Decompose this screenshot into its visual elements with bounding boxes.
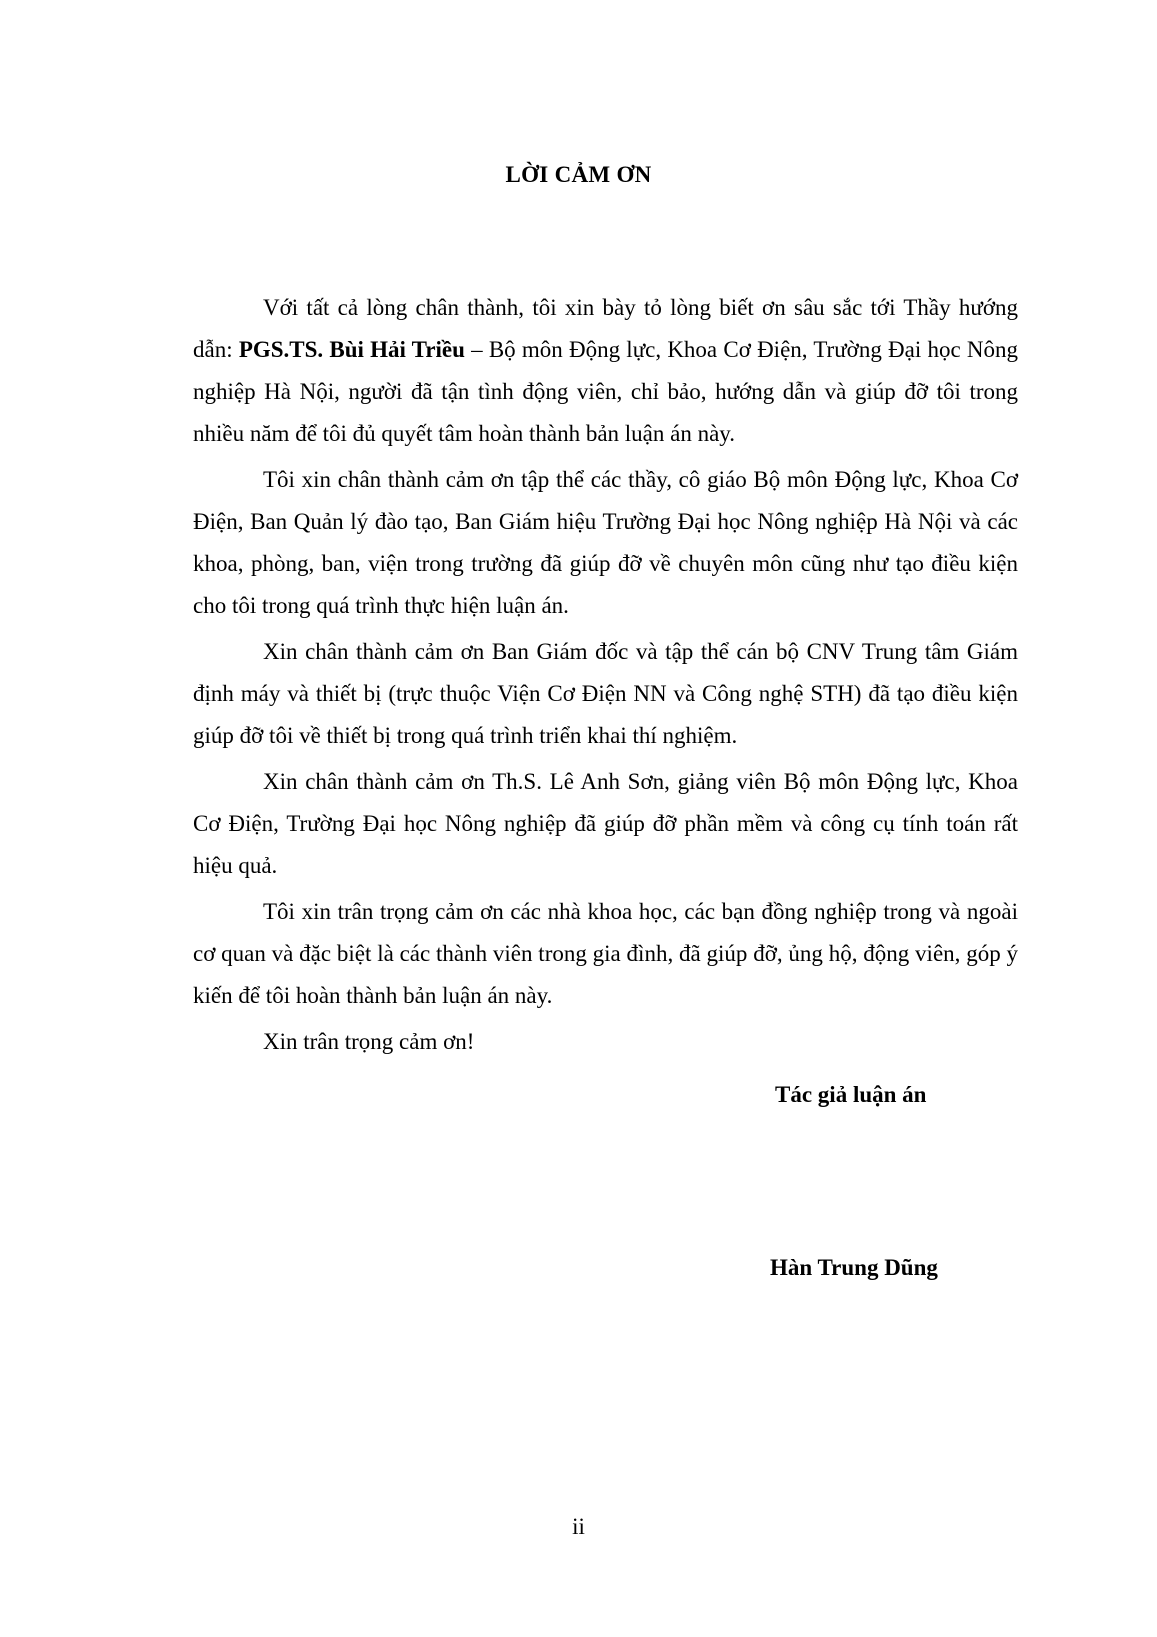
advisor-name: PGS.TS. Bùi Hải Triều — [238, 337, 465, 362]
paragraph-closing: Xin trân trọng cảm ơn! — [263, 1029, 475, 1054]
page-title: LỜI CẢM ƠN — [505, 162, 652, 187]
paragraph-advisor-after: – Bộ môn Động lực, Khoa Cơ Điện, Trường Đại học Nông nghiệp Hà Nội, người đã tận tình động viên, chỉ bảo, hướng dẫn và giúp đỡ tôi trong nhiều năm để tôi đủ quyết tâm hoàn thành bản luận án này. — [193, 337, 1018, 446]
paragraph-advisor-before: Với tất cả lòng chân thành, tôi xin bày tỏ lòng biết ơn sâu sắc tới Thầy hướng dẫn: — [193, 295, 1018, 362]
paragraph-colleagues-family: Tôi xin trân trọng cảm ơn các nhà khoa học, các bạn đồng nghiệp trong và ngoài cơ quan và đặc biệt là các thành viên trong gia đình, đã giúp đỡ, ủng hộ, động viên, góp ý kiến để tôi hoàn thành bản luận án này. — [193, 899, 1018, 1008]
paragraph-inspection-center: Xin chân thành cảm ơn Ban Giám đốc và tập thể cán bộ CNV Trung tâm Giám định máy và thiết bị (trực thuộc Viện Cơ Điện NN và Công nghệ STH) đã tạo điều kiện giúp đỡ tôi về thiết bị trong quá trình triển khai thí nghiệm. — [193, 639, 1018, 748]
signature-role: Tác giả luận án — [775, 1082, 927, 1107]
paragraph-faculty: Tôi xin chân thành cảm ơn tập thể các thầy, cô giáo Bộ môn Động lực, Khoa Cơ Điện, Ban Quản lý đào tạo, Ban Giám hiệu Trường Đại học Nông nghiệp Hà Nội và các khoa, phòng, ban, viện trong trường đã giúp đỡ về chuyên môn cũng như tạo điều kiện cho tôi trong quá trình thực hiện luận án. — [193, 467, 1018, 618]
acknowledgement-body — [193, 287, 1018, 1067]
page-number: ii — [572, 1514, 585, 1539]
paragraph-advisor — [193, 287, 1018, 455]
paragraph-software-help: Xin chân thành cảm ơn Th.S. Lê Anh Sơn, giảng viên Bộ môn Động lực, Khoa Cơ Điện, Trường Đại học Nông nghiệp đã giúp đỡ phần mềm và công cụ tính toán rất hiệu quả. — [193, 769, 1018, 878]
author-name: Hàn Trung Dũng — [770, 1255, 938, 1280]
